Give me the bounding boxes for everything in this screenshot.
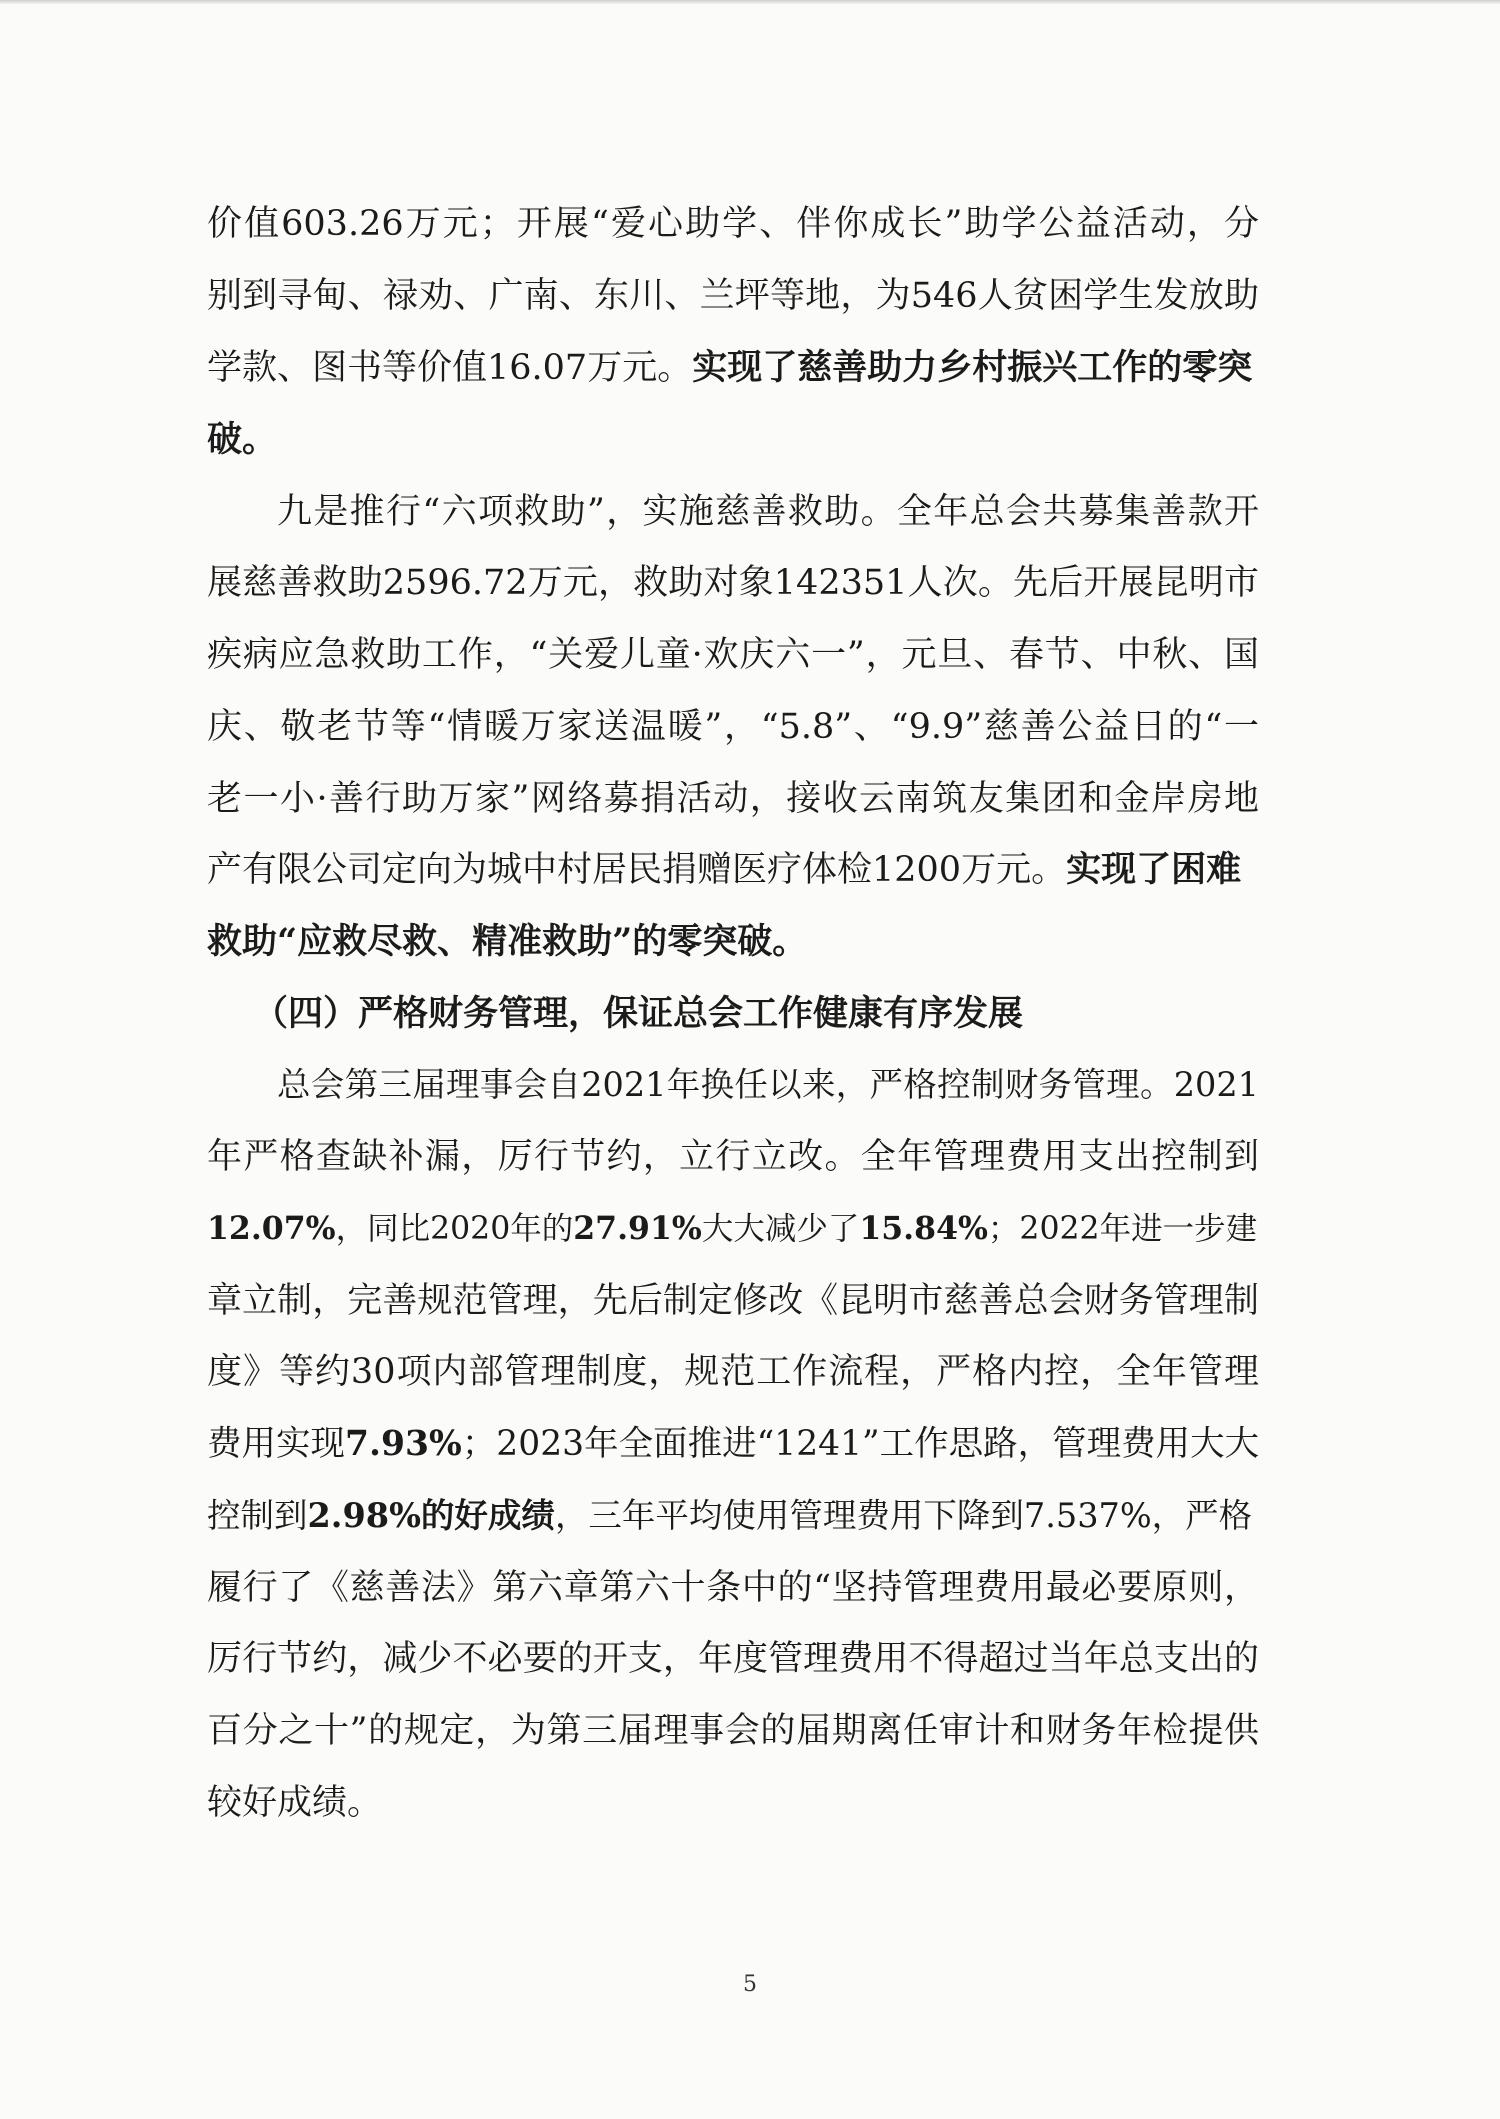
text-line: 九是推行“六项救助”，实施慈善救助。全年总会共募集善款开 (277, 492, 1259, 532)
text-line: 百分之十”的规定，为第三届理事会的届期离任审计和财务年检提供 (207, 1711, 1259, 1751)
text-line: 展慈善救助2596.72万元，救助对象142351人次。先后开展昆明市 (207, 563, 1259, 603)
text-run: ，同比2020年的 (335, 1211, 574, 1247)
text-line: 度》等约30项内部管理制度，规范工作流程，严格内控，全年管理 (207, 1352, 1259, 1392)
text-run: 大大减少了 (701, 1211, 860, 1247)
text-run: 控制到 (207, 1496, 308, 1535)
text-line: 庆、敬老节等“情暖万家送温暖”，“5.8”、“9.9”慈善公益日的“一 (207, 707, 1259, 747)
text-run: ；2023年全面推进“1241”工作思路，管理费用大大 (461, 1424, 1260, 1464)
bold-text-run: 2.98%的好成绩 (307, 1496, 555, 1535)
bold-text-run: 27.91% (573, 1210, 702, 1247)
text-run: 产有限公司定向为城中村居民捐赠医疗体检1200万元。 (207, 850, 1067, 890)
text-line (207, 1199, 1259, 1259)
text-line (207, 1414, 1259, 1474)
text-run: ；2022年进一步建 (987, 1211, 1258, 1247)
section-heading-text: （四）严格财务管理，保证总会工作健康有序发展 (253, 993, 1024, 1034)
bold-text-run: 15.84% (859, 1210, 988, 1247)
text-line: 价值603.26万元；开展“爱心助学、伴你成长”助学公益活动，分 (207, 204, 1259, 244)
text-line: 年严格查缺补漏，厉行节约，立行立改。全年管理费用支出控制到 (207, 1137, 1259, 1177)
bold-text-run: 7.93% (345, 1424, 462, 1464)
text-line: 破。 (207, 419, 278, 460)
text-line: 较好成绩。 (207, 1783, 383, 1823)
text-line (207, 338, 1259, 398)
text-line: 救助“应救尽救、精准救助”的零突破。 (207, 921, 808, 962)
text-line: 别到寻甸、禄劝、广南、东川、兰坪等地，为546人贫困学生发放助 (207, 276, 1259, 316)
text-run: ，三年平均使用管理费用下降到7.537%，严格 (554, 1496, 1253, 1535)
text-line: 老一小·善行助万家”网络募捐活动，接收云南筑友集团和金岸房地 (207, 779, 1259, 819)
text-line: 总会第三届理事会自2021年换任以来，严格控制财务管理。2021 (277, 1065, 1259, 1104)
bold-text-run: 实现了慈善助力乡村振兴工作的零突 (692, 347, 1253, 388)
text-line: 履行了《慈善法》第六章第六十条中的“坚持管理费用最必要原则， (207, 1568, 1259, 1608)
text-run: 学款、图书等价值16.07万元。 (207, 348, 693, 388)
bold-text-run: 12.07% (207, 1210, 336, 1247)
bold-text-run: 实现了困难 (1066, 849, 1242, 890)
text-line: 章立制，完善规范管理，先后制定修改《昆明市慈善总会财务管理制 (207, 1281, 1259, 1321)
text-line (207, 1486, 1259, 1546)
text-run: 费用实现 (207, 1424, 345, 1464)
text-line: 疾病应急救助工作，“关爱儿童·欢庆六一”，元旦、春节、中秋、国 (207, 635, 1259, 675)
text-line: 厉行节约，减少不必要的开支，年度管理费用不得超过当年总支出的 (207, 1639, 1259, 1679)
page-number: 5 (743, 1972, 757, 1997)
page-top-edge (0, 0, 1500, 4)
text-line (207, 840, 1259, 900)
